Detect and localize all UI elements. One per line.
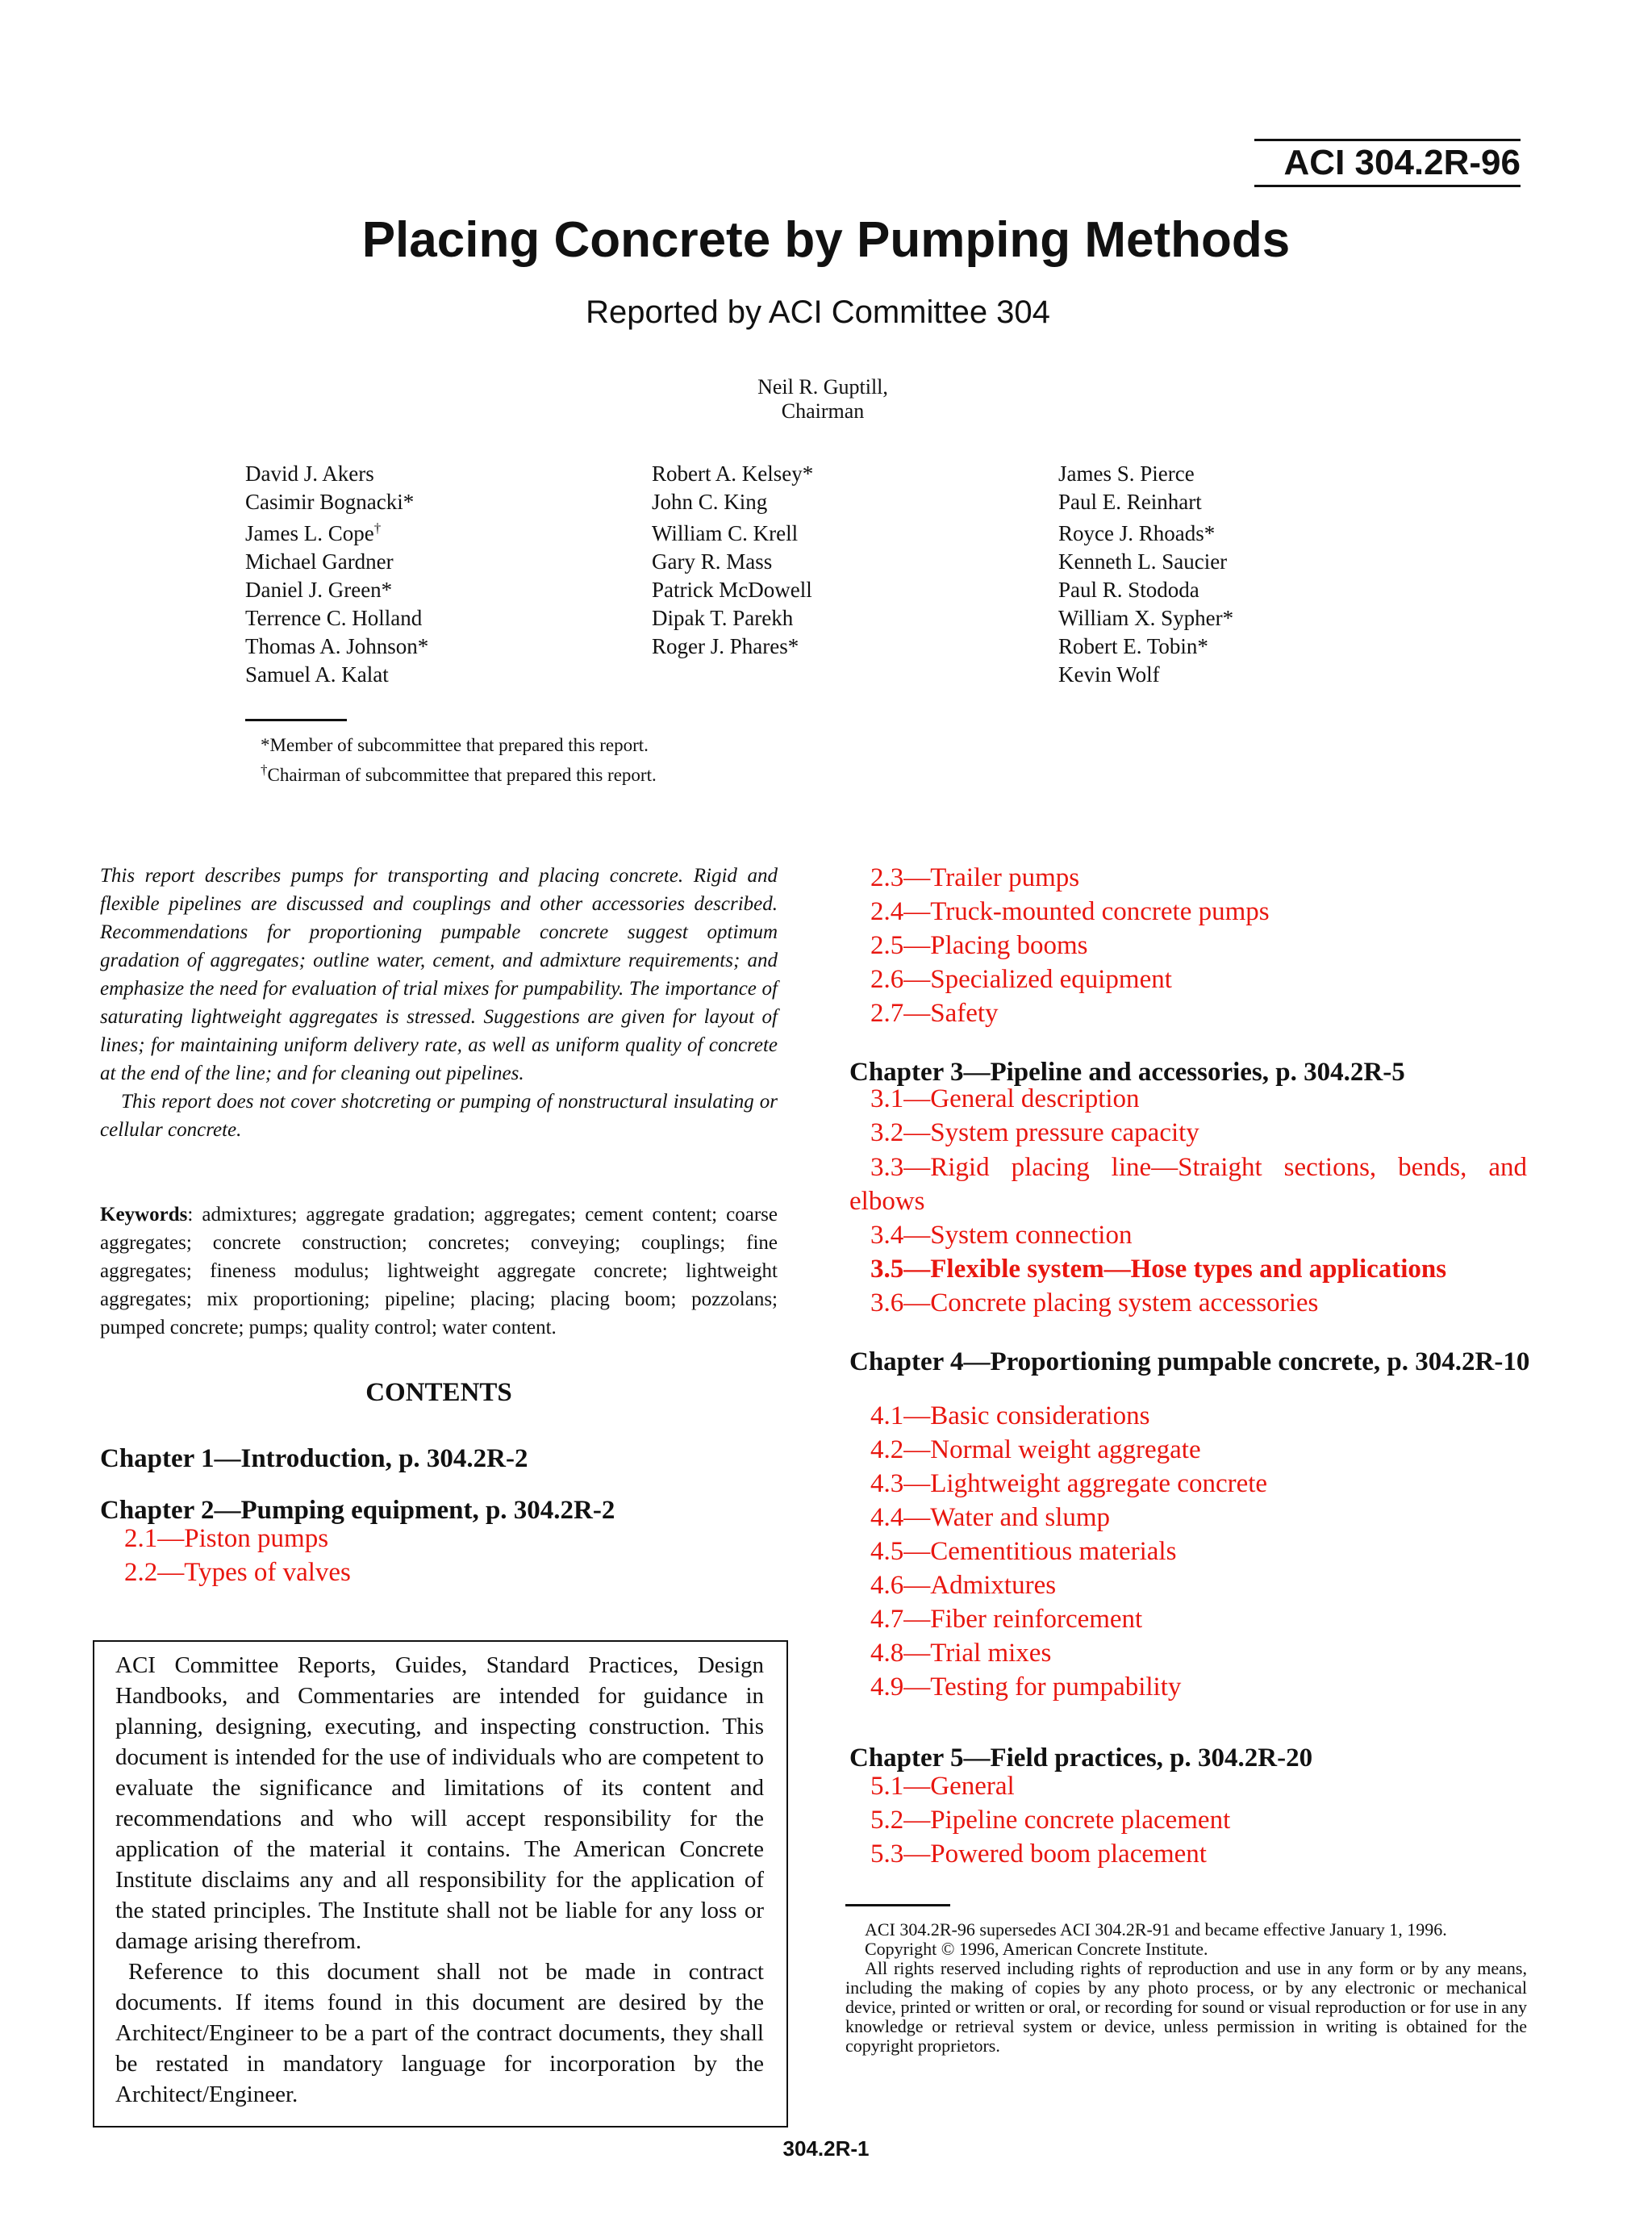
- toc-link[interactable]: 3.2—System pressure capacity: [870, 1118, 1199, 1147]
- member-name: Roger J. Phares*: [652, 634, 799, 658]
- member-name-text: James L. Cope: [245, 521, 374, 545]
- member-name: Royce J. Rhoads*: [1058, 521, 1216, 545]
- member-name: Gary R. Mass: [652, 549, 773, 574]
- abstract: [100, 862, 778, 1144]
- document-number: ACI 304.2R-96: [1254, 139, 1521, 187]
- toc-link[interactable]: 3.1—General description: [870, 1084, 1140, 1113]
- toc-link-active[interactable]: 3.5—Flexible system—Hose types and applications: [870, 1255, 1447, 1284]
- page-number: 304.2R-1: [782, 2136, 870, 2161]
- footnote-divider: [245, 719, 347, 721]
- rights-statement: All rights reserved including rights of reproduction and use in any form or by any means, including the making of copies by any photo process, or by any electronic or mechanical device, printed or written or oral, or recording for sound or visual reproduction or for use in any knowledge or retrieval system or device, unless permission in writing is obtained for the copyright proprietors.: [845, 1958, 1527, 2056]
- keywords-list: : admixtures; aggregate gradation; aggregates; cement content; coarse aggregates; concrete construction; concretes; conveying; couplings; fine aggregates; fineness modulus; lightweight aggregate concrete; lightweight aggregates; mix proportioning; pipeline; placing; placing boom; pozzolans; pumped concrete; pumps; quality control; water content.: [100, 1204, 778, 1338]
- toc-link[interactable]: 4.2—Normal weight aggregate: [870, 1435, 1201, 1464]
- toc-link[interactable]: 5.3—Powered boom placement: [870, 1839, 1207, 1869]
- member-name: Casimir Bognacki*: [245, 490, 415, 514]
- toc-chapter-2[interactable]: Chapter 2—Pumping equipment, p. 304.2R-2: [100, 1496, 615, 1525]
- keywords: [100, 1201, 778, 1342]
- toc-link[interactable]: 2.3—Trailer pumps: [870, 863, 1080, 892]
- member-name: William C. Krell: [652, 521, 799, 545]
- toc-chapter-4[interactable]: Chapter 4—Proportioning pumpable concrete, p. 304.2R-10: [849, 1347, 1530, 1376]
- disclaimer-box: [93, 1640, 788, 2128]
- footnote-chairman: [261, 762, 657, 786]
- member-name: Kevin Wolf: [1058, 662, 1160, 687]
- toc-link[interactable]: 2.4—Truck-mounted concrete pumps: [870, 897, 1270, 926]
- disclaimer-paragraph: ACI Committee Reports, Guides, Standard Practices, Design Handbooks, and Commentaries are intended for guidance in planning, designing, executing, and inspecting construction. This document is intended for the use of individuals who are competent to evaluate the significance and limitations of its content and recommendations and who will accept responsibility for the application of the material it contains. The American Concrete Institute disclaims any and all responsibility for the application of the stated principles. The Institute shall not be liable for any loss or damage arising therefrom.: [115, 1652, 764, 1954]
- member-name: Dipak T. Parekh: [652, 606, 794, 630]
- member-name: James S. Pierce: [1058, 461, 1195, 486]
- member-name: Michael Gardner: [245, 549, 394, 574]
- chair-name: Neil R. Guptill,: [757, 375, 888, 399]
- page-title: Placing Concrete by Pumping Methods: [361, 212, 1291, 268]
- member-name: David J. Akers: [245, 461, 374, 486]
- member-name: Terrence C. Holland: [245, 606, 423, 630]
- toc-link[interactable]: 3.4—System connection: [870, 1221, 1133, 1250]
- toc-chapter-2-items: [124, 1522, 351, 1589]
- member-name: Paul E. Reinhart: [1058, 490, 1202, 514]
- member-name: Paul R. Stododa: [1058, 578, 1199, 602]
- toc-link[interactable]: 2.1—Piston pumps: [124, 1524, 329, 1553]
- page-subtitle: Reported by ACI Committee 304: [586, 294, 1050, 330]
- member-name: Kenneth L. Saucier: [1058, 549, 1228, 574]
- member-name: [245, 520, 428, 548]
- copyright-divider: [845, 1904, 950, 1906]
- toc-link[interactable]: 3.6—Concrete placing system accessories: [870, 1288, 1319, 1317]
- member-column-1: [245, 460, 428, 689]
- toc-link[interactable]: 5.1—General: [870, 1772, 1015, 1801]
- abstract-paragraph: This report does not cover shotcreting or pumping of nonstructural insulating or cellular concrete.: [100, 1091, 778, 1141]
- dagger-mark: †: [373, 520, 382, 536]
- toc-link[interactable]: 2.7—Safety: [870, 999, 999, 1028]
- member-name: Daniel J. Green*: [245, 578, 393, 602]
- footnote-member: *Member of subcommittee that prepared this report.: [261, 735, 649, 755]
- toc-chapter-3[interactable]: Chapter 3—Pipeline and accessories, p. 304.2R-5: [849, 1058, 1405, 1087]
- toc-chapter-3-items: [870, 1082, 1199, 1150]
- copyright-notice: [845, 1920, 1527, 2056]
- member-name: John C. King: [652, 490, 768, 514]
- member-name: Thomas A. Johnson*: [245, 634, 429, 658]
- committee-chair: [0, 375, 1646, 424]
- member-column-2: [652, 460, 813, 661]
- member-name: Patrick McDowell: [652, 578, 812, 602]
- toc-link[interactable]: 4.4—Water and slump: [870, 1503, 1111, 1532]
- contents-heading: CONTENTS: [365, 1378, 512, 1407]
- toc-link[interactable]: 4.1—Basic considerations: [870, 1401, 1150, 1430]
- chair-role: Chairman: [781, 399, 865, 423]
- toc-link[interactable]: 2.5—Placing booms: [870, 931, 1088, 960]
- footnote-chairman-text: Chairman of subcommittee that prepared this report.: [267, 765, 657, 785]
- member-name: Samuel A. Kalat: [245, 662, 389, 687]
- member-name: William X. Sypher*: [1058, 606, 1234, 630]
- toc-chapter-1[interactable]: Chapter 1—Introduction, p. 304.2R-2: [100, 1444, 528, 1473]
- copyright-line: Copyright © 1996, American Concrete Institute.: [865, 1939, 1208, 1959]
- toc-link[interactable]: 4.7—Fiber reinforcement: [870, 1605, 1143, 1634]
- toc-link[interactable]: 4.9—Testing for pumpability: [870, 1672, 1182, 1702]
- disclaimer-paragraph: Reference to this document shall not be made in contract documents. If items found in this document are desired by the Architect/Engineer to be a part of the contract documents, they shall be restated in mandatory language for incorporation by the Architect/Engineer.: [115, 1959, 764, 2107]
- toc-link[interactable]: 4.3—Lightweight aggregate concrete: [870, 1469, 1268, 1498]
- toc-link[interactable]: 3.3—Rigid placing line—Straight sections, bends, and elbows: [849, 1153, 1527, 1216]
- member-column-3: [1058, 460, 1233, 689]
- toc-link[interactable]: 4.8—Trial mixes: [870, 1639, 1052, 1668]
- abstract-paragraph: This report describes pumps for transporting and placing concrete. Rigid and flexible pipelines are discussed and couplings and other accessories described. Recommendations for proportioning pumpable concrete suggest optimum gradation of aggregates; outline water, cement, and admixture requirements; and emphasize the need for evaluation of trial mixes for pumpability. The importance of saturating lightweight aggregates is stressed. Suggestions are given for layout of lines; for maintaining uniform delivery rate, as well as uniform quality of concrete at the end of the line; and for cleaning out pipelines.: [100, 865, 778, 1084]
- toc-link[interactable]: 2.2—Types of valves: [124, 1558, 351, 1587]
- toc-link[interactable]: 4.6—Admixtures: [870, 1571, 1057, 1600]
- toc-chapter-3-items-cont: [870, 1218, 1446, 1320]
- toc-chapter-5[interactable]: Chapter 5—Field practices, p. 304.2R-20: [849, 1743, 1313, 1773]
- toc-chapter-5-items: [870, 1769, 1230, 1871]
- dagger-mark: †: [261, 762, 268, 778]
- member-name: Robert A. Kelsey*: [652, 461, 814, 486]
- toc-link[interactable]: 2.6—Specialized equipment: [870, 965, 1172, 994]
- toc-chapter-4-items: [870, 1399, 1267, 1704]
- supersedes-note: ACI 304.2R-96 supersedes ACI 304.2R-91 and became effective January 1, 1996.: [865, 1919, 1447, 1940]
- keywords-label: Keywords: [100, 1204, 188, 1226]
- toc-chapter-2-items-continued: [870, 861, 1270, 1030]
- toc-link[interactable]: 4.5—Cementitious materials: [870, 1537, 1177, 1566]
- toc-link[interactable]: 5.2—Pipeline concrete placement: [870, 1806, 1231, 1835]
- member-name: Robert E. Tobin*: [1058, 634, 1208, 658]
